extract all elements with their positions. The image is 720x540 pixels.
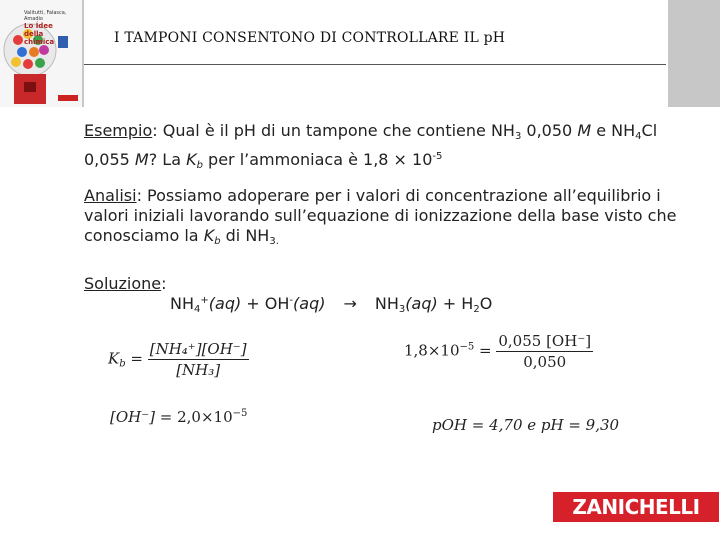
kb-numeric-expression: $1,8\times 10^{-5}$ = $\frac{0,055 [OH^-]}{0,050}$ [404,332,592,371]
zanichelli-logo: ZANICHELLI [553,492,719,522]
kb-expression: $K_b$ = $\frac{\text{[NH₄⁺][OH⁻]}}{\text{[NH₃]}}$ [108,340,247,379]
book-cover-image [0,0,82,107]
oh-concentration-result: $[OH^-] = 2,0\times 10^{-5}$ [110,408,248,426]
soluzione-heading: Soluzione: [84,274,167,293]
esempio-paragraph: Esempio: Qual è il pH di un tampone che contiene $NH_3$ 0,050 M e $NH_4Cl$ 0,055 M? La $K_b$ per l’ammoniaca è $1,8 \times 10^{-5}$ [84,121,658,171]
poh-ph-result: pOH = 4,70 e pH = 9,30 [432,416,620,434]
header-divider [84,64,666,65]
book-label [58,95,78,101]
analisi-paragraph: Analisi: Possiamo adoperare per i valori di concentrazione all’equilibrio i valori iniziali lavorando sull’equazione di ionizzazione della base visto che conosciamo la $K_b$ di $NH_{3.}$ [84,186,677,247]
page-title: I TAMPONI CONSENTONO DI CONTROLLARE IL pH [114,30,506,46]
header-background [84,0,668,107]
reaction-arrow-icon: → [343,294,357,313]
book-title: Valitutti, Falasca, Amadio Lo Ídee della chimica [24,10,67,46]
reaction-equation: $NH_4^+(aq) + OH^-(aq) \to NH_3(aq) + H_2O$ [170,294,493,315]
kb-fraction: $\frac{\text{[NH₄⁺][OH⁻]}}{\text{[NH₃]}}$ [149,340,247,379]
numeric-fraction: $\frac{0,055 [OH^-]}{0,050}$ [498,332,592,371]
